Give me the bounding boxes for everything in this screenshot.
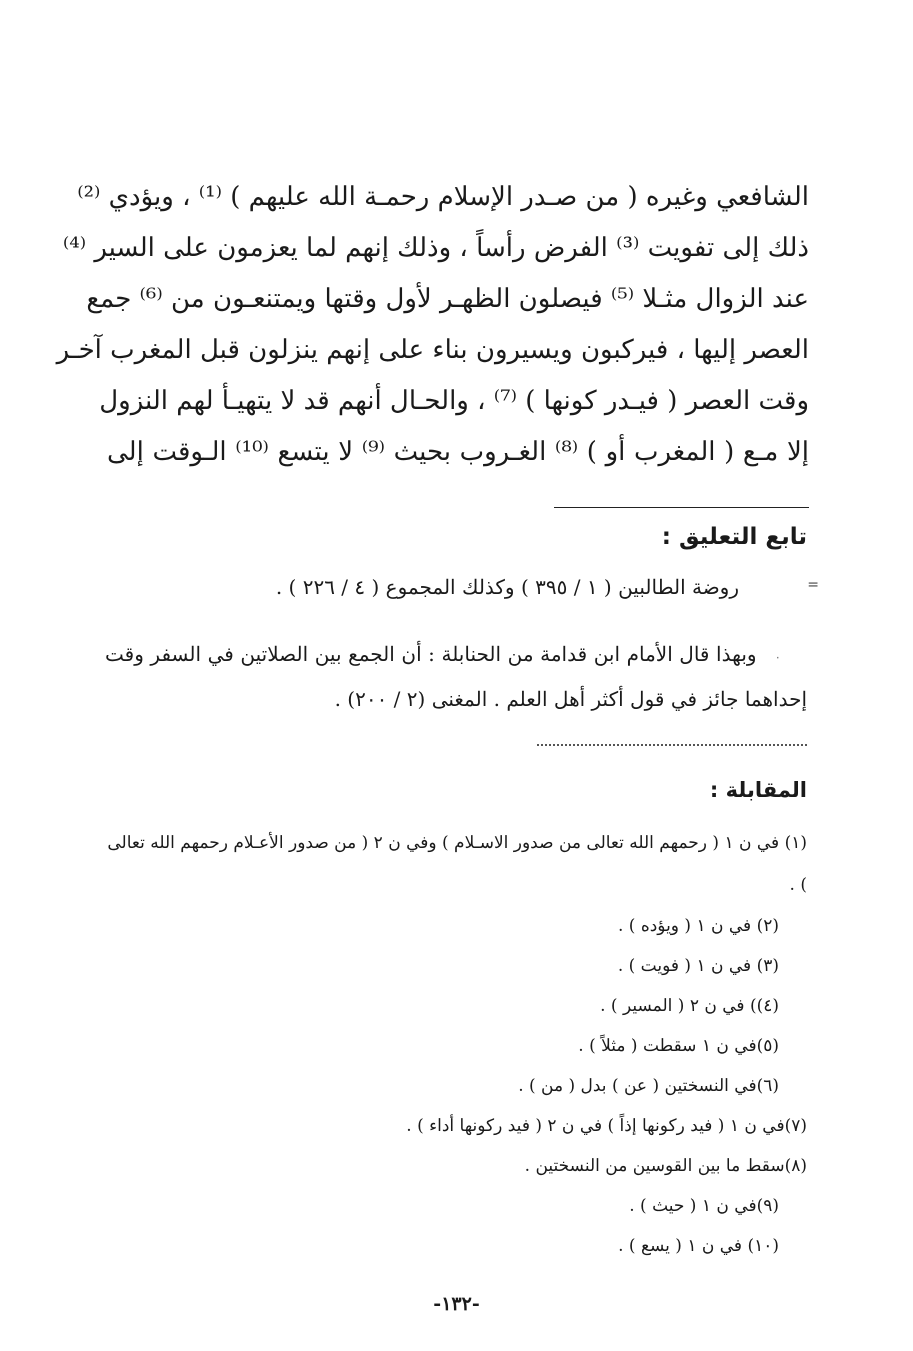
page-number: -١٣٢- — [433, 1293, 480, 1315]
main-text-line: العصر إليها ، فيركبون ويسيرون بناء على إنهم ينزلون قبل المغرب آخـر — [56, 335, 809, 365]
main-text — [56, 172, 810, 478]
dotted-separator — [537, 744, 807, 746]
variant-item: (١) في ن ١ ( رحمهم الله تعالى من صدور الاسـلام ) وفي ن ٢ ( من صدور الأعـلام رحمهم الله تعالى ) . — [107, 833, 807, 895]
variant-item: (١٠) في ن ١ ( يسع ) . — [618, 1236, 779, 1256]
variant-item: (٧)في ن ١ ( فيد ركونها إذاً ) في ن ٢ ( فيد ركونها أداء ) . — [406, 1116, 807, 1136]
taliq-note-2 — [105, 633, 807, 720]
main-text-line: عند الزوال مثـلا ⁽⁵⁾ فيصلون الظهـر لأول وقتها ويمتنعـون من ⁽⁶⁾ جمع — [86, 284, 809, 314]
note-marker: ٠ — [774, 650, 781, 664]
muqabala-heading: المقابلة : — [709, 778, 807, 802]
taliq-note-2-text: وبهذا قال الأمام ابن قدامة من الحنابلة : أن الجمع بين الصلاتين في السفر وقت إحداهما جائز في قول أكثر أهل العلم . المغنى (٢ / ٢٠٠) . — [105, 642, 807, 711]
main-text-line: الشافعي وغيره ( من صـدر الإسلام رحمـة الله عليهم ) ⁽¹⁾ ، ويؤدي ⁽²⁾ — [77, 182, 809, 212]
variant-item: (٥)في ن ١ سقطت ( مثلاً ) . — [578, 1036, 779, 1056]
variant-item: (٦)في النسختين ( عن ) بدل ( من ) . — [518, 1076, 779, 1096]
taliq-note-1 — [105, 575, 819, 599]
main-text-line: وقت العصر ( فيـدر كونها ) ⁽⁷⁾ ، والحـال أنهم قد لا يتهيـأ لهم النزول — [99, 386, 809, 416]
main-text-line: ذلك إلى تفويت ⁽³⁾ الفرض رأساً ، وذلك إنهم لما يعزمون على السير ⁽⁴⁾ — [62, 233, 809, 263]
muqabala-list — [107, 822, 807, 1266]
footnote-separator — [554, 507, 809, 508]
variant-item: (٨)سقط ما بين القوسين من النسختين . — [524, 1156, 807, 1176]
variant-item: (٤)) في ن ٢ ( المسير ) . — [600, 996, 779, 1016]
main-text-line: إلا مـع ( المغرب أو ) ⁽⁸⁾ الغـروب بحيث ⁽⁹⁾ لا يتسع ⁽¹⁰⁾ الـوقت إلى — [107, 437, 810, 467]
continuation-marker: = — [807, 577, 819, 593]
taliq-note-1-text: روضة الطالبين ( ١ / ٣٩٥ ) وكذلك المجموع ( ٤ / ٢٢٦ ) . — [275, 575, 739, 599]
variant-item: (٣) في ن ١ ( فويت ) . — [617, 956, 779, 976]
taliq-heading: تابع التعليق : — [661, 524, 807, 550]
variant-item: (٩)في ن ١ ( حيث ) . — [629, 1196, 779, 1216]
variant-item: (٢) في ن ١ ( ويؤده ) . — [617, 916, 779, 936]
